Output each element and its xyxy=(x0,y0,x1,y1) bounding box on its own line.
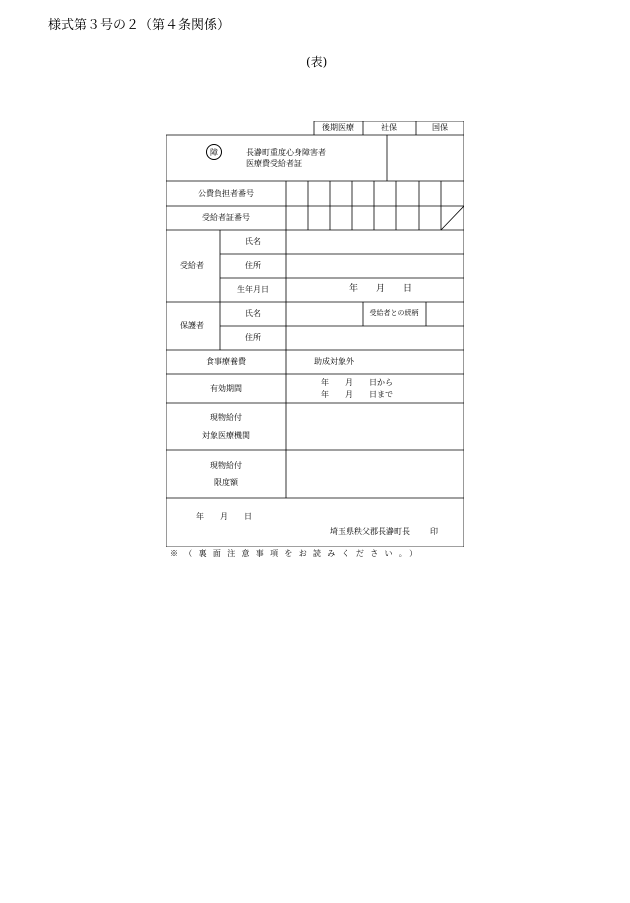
certificate-card xyxy=(166,121,464,547)
side-label: (表) xyxy=(306,55,328,69)
in-kind-facility-label-1: 現物給付 xyxy=(210,413,242,422)
issue-date: 年 月 日 xyxy=(196,512,252,521)
recipient-address-label: 住所 xyxy=(245,261,261,270)
birthdate-format: 年 月 日 xyxy=(349,284,413,294)
disability-mark: 障 xyxy=(206,144,222,160)
recipient-name-label: 氏名 xyxy=(245,237,261,246)
valid-to: 年 月 日まで xyxy=(321,390,393,399)
card-title-line1: 長瀞町重度心身障害者 xyxy=(246,148,326,157)
valid-period-label: 有効期間 xyxy=(210,384,242,393)
card-title-line2: 医療費受給者証 xyxy=(246,159,302,168)
option-kokuho: 国保 xyxy=(432,123,448,132)
option-shaho: 社保 xyxy=(381,123,397,132)
relation-label: 受給者との続柄 xyxy=(369,309,419,317)
guardian-name-label: 氏名 xyxy=(245,309,261,318)
guardian-label: 保護者 xyxy=(180,321,204,330)
birthdate-label: 生年月日 xyxy=(237,285,269,294)
guardian-address-label: 住所 xyxy=(245,333,261,342)
card-grid xyxy=(166,121,464,547)
meal-cost-label: 食事療養費 xyxy=(206,357,246,366)
form-title: 様式第３号の２（第４条関係） xyxy=(48,18,231,33)
footnote: ※（裏面注意事項をお読みください。） xyxy=(170,549,424,558)
valid-from: 年 月 日から xyxy=(321,378,393,387)
in-kind-facility-label-2: 対象医療機関 xyxy=(202,431,250,440)
recipient-label: 受給者 xyxy=(180,261,204,270)
option-kouki-iryou: 後期医療 xyxy=(322,123,354,132)
in-kind-limit-label-2: 限度額 xyxy=(214,478,238,487)
meal-cost-value: 助成対象外 xyxy=(314,357,354,366)
seal-mark: 印 xyxy=(430,527,438,536)
issuer-name: 埼玉県秩父郡長瀞町長 xyxy=(330,527,410,536)
recipient-cert-no-label: 受給者証番号 xyxy=(202,213,250,222)
public-payer-no-label: 公費負担者番号 xyxy=(198,189,254,198)
in-kind-limit-label-1: 現物給付 xyxy=(210,461,242,470)
